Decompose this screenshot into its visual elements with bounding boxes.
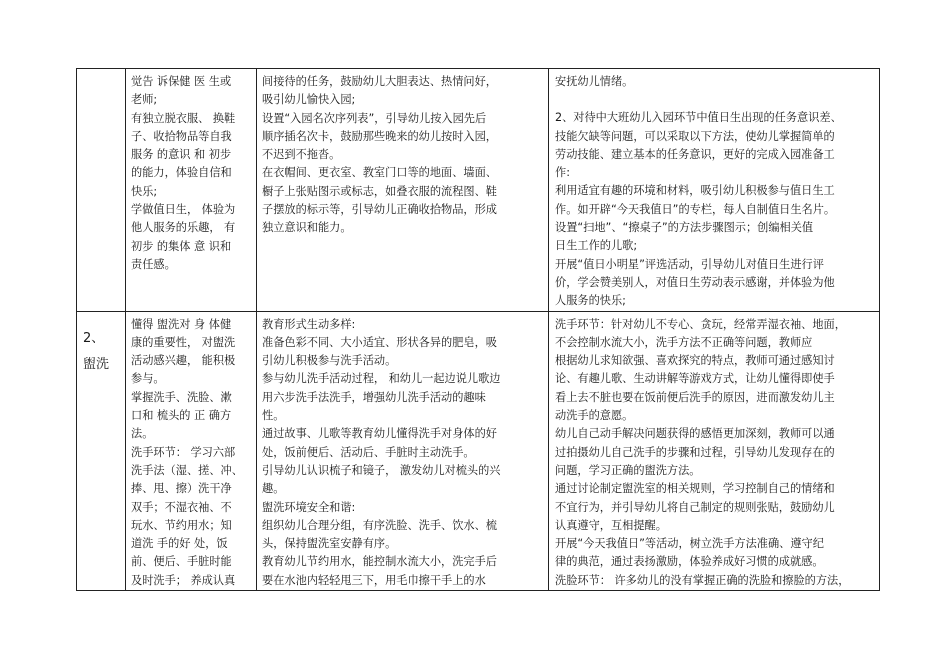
goals-text — [126, 312, 256, 590]
text-line: 看上去不脏也要在饭前便后洗手的原因，进而激发幼儿主 — [555, 390, 835, 404]
text-line: 日生工作的儿歌; — [555, 239, 638, 253]
text-line: 头，保持盥洗室安静有序。 — [262, 537, 397, 551]
section-number-cell — [77, 69, 126, 312]
text-line: 根据幼儿求知欲强、喜欢探究的特点，教师可通过感知讨 — [555, 354, 835, 368]
text-line: 安抚幼儿情绪。 — [555, 75, 634, 88]
text-line: 利用适宜有趣的环境和材料，吸引幼儿积极参与值日生工 — [555, 184, 835, 198]
text-line: 盥洗环境安全和谐: — [262, 500, 356, 514]
text-line: 认真遵守，互相提醒。 — [555, 518, 667, 532]
text-line: 法。 — [131, 427, 154, 441]
text-line: 独立意识和能力。 — [262, 221, 352, 235]
text-line: 准备色彩不同、大小适宜、形状各异的肥皂，吸 — [262, 335, 497, 349]
text-line: 2、对待中大班幼儿入园环节中值日生出现的任务意识差、 — [555, 111, 842, 125]
text-line: 口和 梳头的 正 确方 — [131, 409, 232, 423]
text-line: 趣。 — [262, 482, 285, 496]
text-line: 价，学会赞美别人，对值日生劳动表示感谢，并体验为他 — [555, 275, 835, 289]
goals-text — [126, 69, 256, 274]
content-table — [76, 68, 880, 591]
text-line: 老师; — [131, 93, 158, 107]
table-row-entry — [77, 69, 880, 312]
text-line: 洗手环节：针对幼儿不专心、贪玩，经常弄湿衣袖、地面， — [555, 317, 846, 331]
text-line: 洗手环节： 学习六部 — [131, 445, 236, 459]
text-line: 服务 的意识 和 初步 — [131, 148, 232, 162]
strategies-cell — [257, 69, 549, 312]
text-line: 学做值日生， 体验为 — [131, 203, 236, 217]
text-line: 问题，学习正确的盥洗方法。 — [555, 463, 701, 477]
text-line: 懂得 盥洗对 身 体健 — [131, 317, 232, 331]
section-number-cell — [77, 311, 126, 590]
text-line: 责任感。 — [131, 257, 176, 271]
text-line: 他人服务的乐趣， 有 — [131, 221, 236, 235]
text-line: 设置“入园名次序列表”，引导幼儿按入园先后 — [262, 111, 487, 125]
text-line: 双手；不湿衣袖、不 — [131, 500, 232, 514]
document-page — [76, 68, 880, 591]
text-line: 不迟到不拖沓。 — [262, 148, 341, 162]
text-line: 处，饭前便后、活动后、手脏时主动洗手。 — [262, 445, 475, 459]
text-line: 教育形式生动多样: — [262, 317, 356, 331]
text-line: 引导幼儿认识梳子和镜子， 激发幼儿对梳头的兴 — [262, 463, 501, 477]
text-line: 间接待的任务，鼓励幼儿大胆表达、热情问好， — [262, 75, 497, 88]
text-line: 组织幼儿合理分组，有序洗脸、洗手、饮水、梳 — [262, 518, 497, 532]
text-line: 捧、甩、擦）洗干净 — [131, 482, 232, 496]
text-line: 通过讨论制定盥洗室的相关规则，学习控制自己的情绪和 — [555, 482, 835, 496]
strategies-text — [257, 69, 548, 238]
text-line: 快乐; — [131, 184, 158, 198]
text-line: 动洗手的意愿。 — [555, 409, 634, 423]
text-line: 及时洗手； 养成认真 — [131, 573, 236, 587]
text-line: 初步 的集体 意 识和 — [131, 239, 232, 253]
text-line: 教育幼儿节约用水，能控制水流大小，洗完手后 — [262, 555, 497, 569]
text-line: 洗脸环节： 许多幼儿的没有掌握正确的洗脸和擦脸的方法， — [555, 573, 850, 587]
text-line: 参与幼儿洗手活动过程， 和幼儿一起边说儿歌边 — [262, 372, 501, 386]
text-line: 通过故事、儿歌等教育幼儿懂得洗手对身体的好 — [262, 427, 497, 441]
text-line: 技能欠缺等问题，可以采取以下方法，使幼儿掌握简单的 — [555, 129, 835, 143]
text-line: 律的典范，通过表扬激励，体验养成好习惯的成就感。 — [555, 555, 824, 569]
text-line: 不会控制水流大小，洗手方法不正确等问题，教师应 — [555, 335, 813, 349]
section-number: 2、 — [83, 330, 105, 346]
text-line: 引幼儿积极参与洗手活动。 — [262, 354, 397, 368]
guidance-cell — [549, 311, 880, 590]
text-line: 要在水池内轻轻甩三下，用毛巾擦干手上的水 — [262, 573, 486, 587]
text-line: 设置“扫地”、“擦桌子”的方法步骤图示；创编相关值 — [555, 221, 814, 235]
text-line: 性。 — [262, 409, 285, 423]
text-line: 作。如开辟“今天我值日”的专栏，每人自制值日生名片。 — [555, 202, 836, 216]
table-row-washing — [77, 311, 880, 590]
text-line: 在衣帽间、更衣室、教室门口等的地面、墙面、 — [262, 166, 497, 180]
text-line: 橱子上张贴图示或标志，如叠衣服的流程图、鞋 — [262, 184, 497, 198]
text-line: 康的重要性， 对盥洗 — [131, 335, 236, 349]
goals-cell — [126, 69, 257, 312]
text-line: 过拍摄幼儿自己洗手的步骤和过程，引导幼儿发现存在的 — [555, 445, 835, 459]
guidance-text — [549, 312, 879, 590]
goals-cell — [126, 311, 257, 590]
text-line: 掌握洗手、洗脸、漱 — [131, 390, 232, 404]
text-line: 觉告 诉保健 医 生或 — [131, 75, 232, 88]
text-line: 有独立脱衣服、 换鞋 — [131, 111, 236, 125]
strategies-cell — [257, 311, 549, 590]
text-line: 作: — [555, 166, 570, 180]
text-line: 吸引幼儿愉快入园; — [262, 93, 356, 107]
text-line: 道洗 手的好 处，饭 — [131, 537, 228, 551]
text-line: 前、便后、手脏时能 — [131, 555, 232, 569]
text-line: 活动感兴趣， 能积极 — [131, 354, 236, 368]
text-line: 幼儿自己动手解决问题获得的感悟更加深刻，教师可以通 — [555, 427, 835, 441]
text-line: 不宜行为，并引导幼儿将自己制定的规则张贴，鼓励幼儿 — [555, 500, 835, 514]
text-line: 劳动技能、建立基本的任务意识，更好的完成入园准备工 — [555, 147, 835, 161]
strategies-text — [257, 312, 548, 590]
section-title: 盥洗 — [83, 356, 110, 372]
text-line — [555, 91, 873, 109]
text-line: 的能力，体验自信和 — [131, 166, 232, 180]
text-line: 论、有趣儿歌、生动讲解等游戏方式，让幼儿懂得即使手 — [555, 372, 835, 386]
text-line: 开展“值日小明星”评选活动，引导幼儿对值日生进行评 — [555, 257, 824, 271]
text-line: 用六步洗手法洗手，增强幼儿洗手活动的趣味 — [262, 390, 486, 404]
text-line: 开展“今天我值日”等活动，树立洗手方法准确、遵守纪 — [555, 537, 824, 551]
text-line: 参与。 — [131, 372, 165, 386]
text-line: 洗手法（湿、搓、冲、 — [131, 463, 243, 477]
guidance-text — [549, 69, 879, 311]
guidance-cell — [549, 69, 880, 312]
text-line: 子摆放的标示等，引导幼儿正确收拾物品，形成 — [262, 203, 497, 217]
text-line: 顺序插名次卡，鼓励那些晚来的幼儿按时入园， — [262, 129, 497, 143]
text-line: 子、收拾物品等自我 — [131, 129, 232, 143]
text-line: 玩水、节约用水；知 — [131, 518, 232, 532]
text-line: 人服务的快乐; — [555, 294, 626, 308]
